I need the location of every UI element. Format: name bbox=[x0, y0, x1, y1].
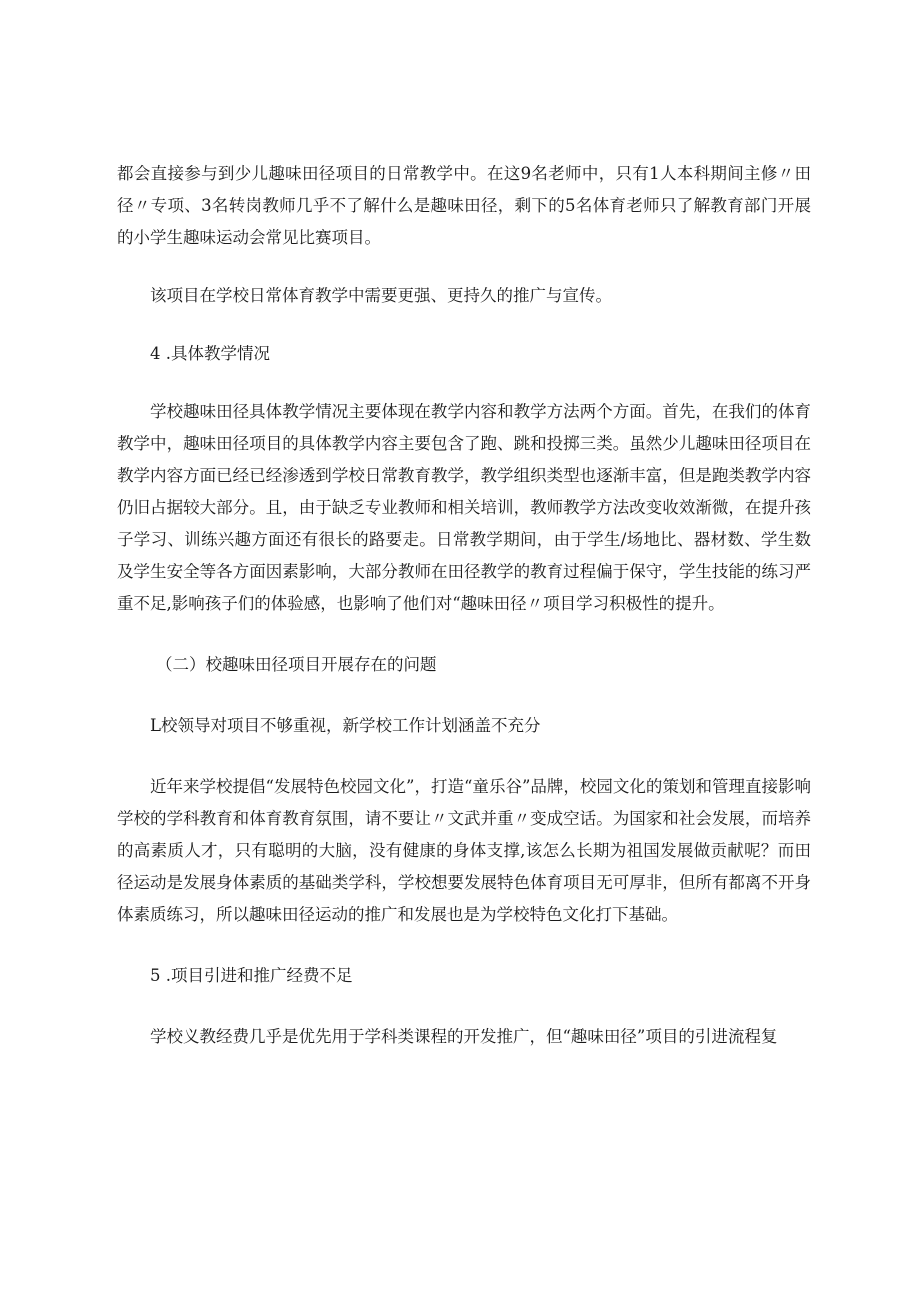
paragraph-campus-culture: 近年来学校提倡“发展特色校园文化”，打造“童乐谷”品牌，校园文化的策划和管理直接影响学校的学科教育和体育教育氛围，请不要让〃文武并重〃变成空话。为国家和社会发展，而培养的高素质人才，只有聪明的大脑，没有健康的身体支撑,该怎么长期为祖国发展做贡献呢？而田径运动是发展身体素质的基础类学科，学校想要发展特色体育项目无可厚非，但所有都离不开身体素质练习，所以趣味田径运动的推广和发展也是为学校特色文化打下基础。 bbox=[117, 777, 811, 924]
document-page bbox=[117, 158, 811, 1053]
paragraph-promotion-need: 该项目在学校日常体育教学中需要更强、更持久的推广与宣传。 bbox=[150, 286, 612, 305]
heading-funding-issue: 5 .项目引进和推广经费不足 bbox=[150, 966, 353, 985]
paragraph-teachers-continued: 都会直接参与到少儿趣味田径项目的日常教学中。在这9名老师中，只有1人本科期间主修〃田径〃专项、3名转岗教师几乎不了解什么是趣味田径，剩下的5名体育老师只了解教育部门开展的小学生趣味运动会常见比赛项目。 bbox=[117, 164, 811, 247]
heading-teaching-situation: 4 .具体教学情况 bbox=[150, 344, 270, 363]
section-heading-problems: （二）校趣味田径项目开展存在的问题 bbox=[156, 655, 437, 674]
heading-leadership-issue: L校领导对项目不够重视，新学校工作计划涵盖不充分 bbox=[150, 716, 541, 735]
paragraph-teaching-situation: 学校趣味田径具体教学情况主要体现在教学内容和教学方法两个方面。首先，在我们的体育教学中，趣味田径项目的具体教学内容主要包含了跑、跳和投掷三类。虽然少儿趣味田径项目在教学内容方面已经已经渗透到学校日常教育教学，教学组织类型也逐渐丰富，但是跑类教学内容仍旧占据较大部分。且，由于缺乏专业教师和相关培训，教师教学方法改变收效渐微，在提升孩子学习、训练兴趣方面还有很长的路要走。日常教学期间，由于学生/场地比、器材数、学生数及学生安全等各方面因素影响，大部分教师在田径教学的教育过程偏于保守，学生技能的练习严重不足,影响孩子们的体验感，也影响了他们对“趣味田径〃项目学习积极性的提升。 bbox=[117, 402, 811, 613]
paragraph-funding: 学校义教经费几乎是优先用于学科类课程的开发推广，但“趣味田径”项目的引进流程复 bbox=[150, 1027, 778, 1046]
